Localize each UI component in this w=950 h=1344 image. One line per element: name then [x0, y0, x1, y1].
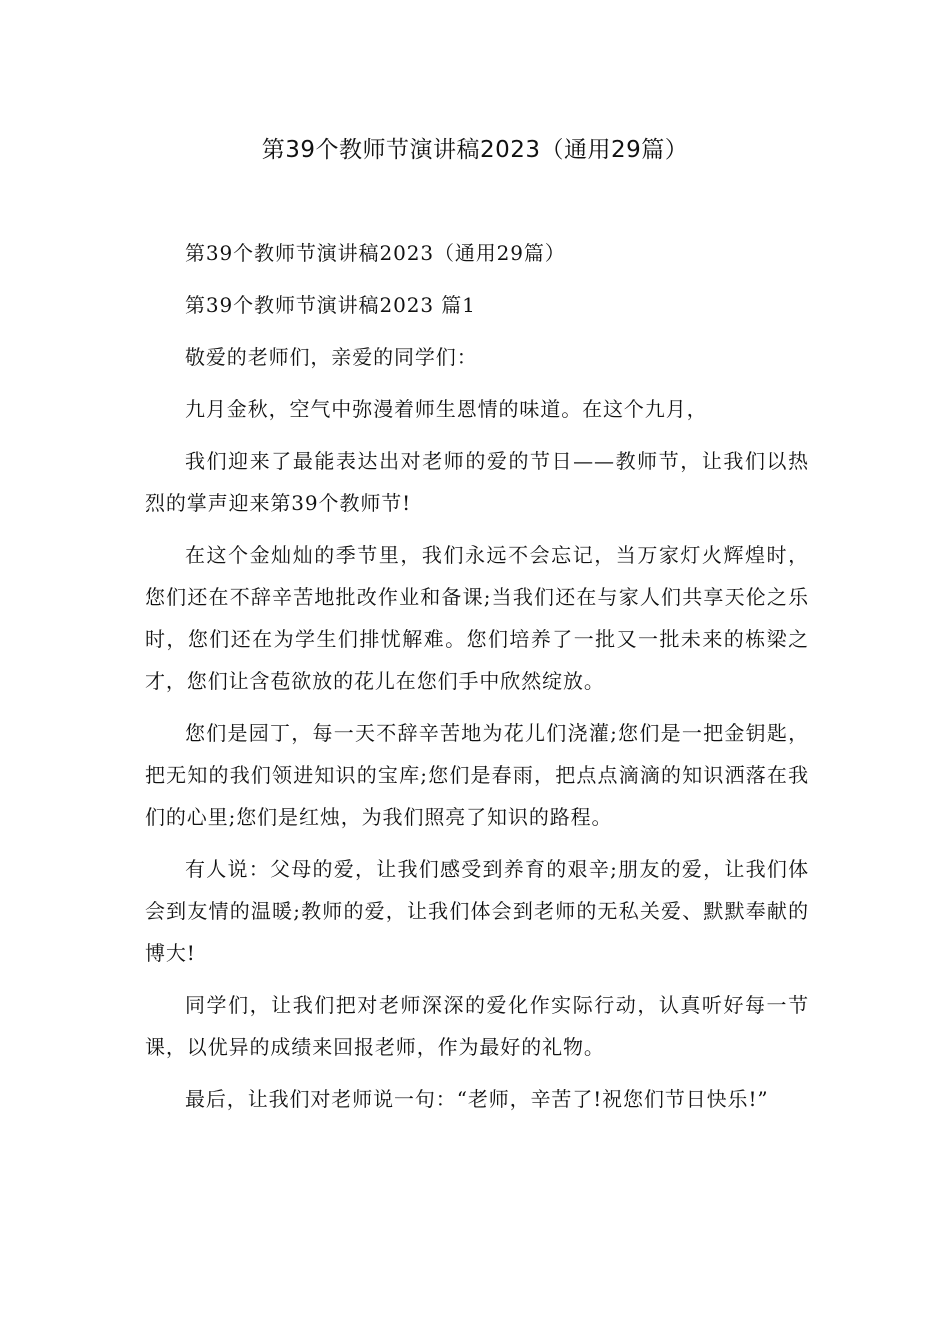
- document-title: 第39个教师节演讲稿2023（通用29篇）: [261, 137, 689, 163]
- paragraph: 您们是园丁，每一天不辞辛苦地为花儿们浇灌;您们是一把金钥匙，把无知的我们领进知识的宝库;您们是春雨，把点点滴滴的知识洒落在我们的心里;您们是红烛，为我们照亮了知识的路程。: [145, 721, 809, 829]
- paragraph: 九月金秋，空气中弥漫着师生恩情的味道。在这个九月，: [185, 397, 708, 421]
- paragraph: 在这个金灿灿的季节里，我们永远不会忘记，当万家灯火辉煌时，您们还在不辞辛苦地批改作业和备课;当我们还在与家人们共享天伦之乐时，您们还在为学生们排忧解难。您们培养了一批又一批未来的栋梁之才，您们让含苞欲放的花儿在您们手中欣然绽放。: [145, 543, 809, 693]
- paragraph-heading: 第39个教师节演讲稿2023（通用29篇）: [185, 241, 566, 265]
- document-body: [145, 232, 809, 1130]
- paragraph: 最后，让我们对老师说一句：“老师，辛苦了!祝您们节日快乐!”: [185, 1087, 769, 1111]
- paragraph-greeting: 敬爱的老师们，亲爱的同学们：: [185, 345, 478, 369]
- paragraph-subheading: 第39个教师节演讲稿2023 篇1: [185, 293, 476, 317]
- paragraph: 我们迎来了最能表达出对老师的爱的节日——教师节，让我们以热烈的掌声迎来第39个教师节!: [145, 449, 809, 515]
- paragraph: 有人说：父母的爱，让我们感受到养育的艰辛;朋友的爱，让我们体会到友情的温暖;教师的爱，让我们体会到老师的无私关爱、默默奉献的博大!: [145, 857, 809, 965]
- paragraph: 同学们，让我们把对老师深深的爱化作实际行动，认真听好每一节课，以优异的成绩来回报老师，作为最好的礼物。: [145, 993, 809, 1059]
